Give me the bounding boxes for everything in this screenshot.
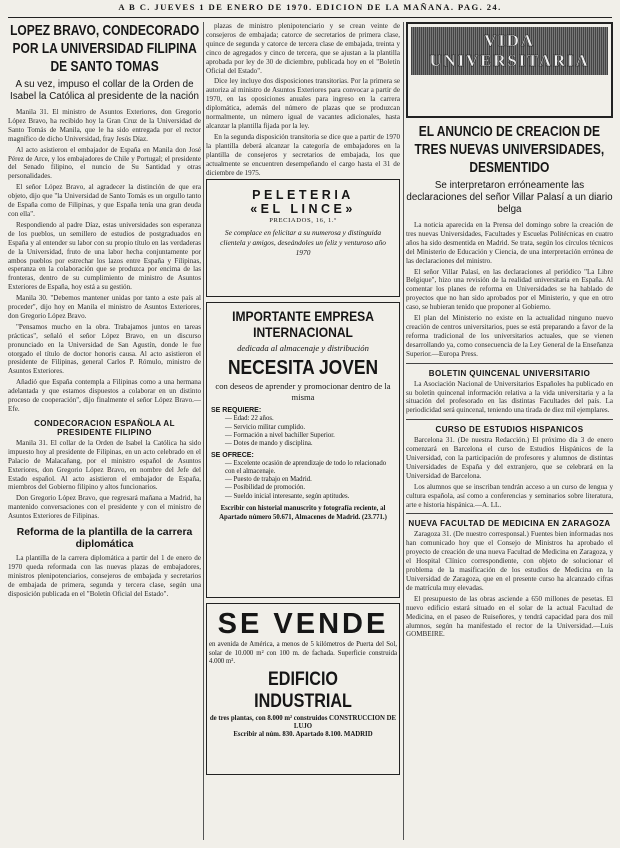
curso-headline: CURSO DE ESTUDIOS HISPANICOS: [435, 425, 584, 435]
offers-list: [225, 460, 395, 501]
vida-universitaria-banner: [406, 22, 613, 118]
peleteria-wish: Se complace en felicitar a su numerosa y distinguida clientela y amigos, deseándoles un feliz y venturoso año 1970: [220, 228, 386, 258]
peleteria-advert: [206, 179, 400, 297]
section-divider: [406, 419, 613, 420]
list-item: — Posibilidad de promoción.: [225, 484, 306, 492]
article-paragraph: Los alumnos que se inscriban tendrán acceso a un curso de lengua y cultura española, así como a conferencias y seminarios sobre literatura, arte e historia hispánica.—A. LL.: [406, 482, 613, 509]
article-paragraph: El presupuesto de las obras asciende a 650 millones de pesetas. El nuevo edificio estará situado en el solar de la actual Facultad de Medicina, en el paseo de Ruiseñores, y tendrá capacidad para dos mil alumnos, según ha manifestado el rector de la Universidad.—Luis GOMBEIRE.: [406, 594, 613, 639]
article-paragraph: Al acto asistieron el embajador de España en Manila don José Pérez de Arce, y los embajadores de Chile y Portugal; el presidente del Senado filipino, el nuncio de Su Santidad y otras personalidades.: [8, 145, 201, 181]
list-item: — Formación a nivel bachiller Superior.: [225, 432, 335, 439]
reforma-headline: Reforma de la plantilla de la carrera diplomática: [16, 527, 193, 551]
universidades-headline: EL ANUNCIO DE CREACION DE TRES NUEVAS UNIVERSIDADES, DESMENTIDO: [414, 123, 605, 176]
list-item: — Sueldo inicial interesante, según aptitudes.: [225, 492, 350, 500]
column-2: [206, 22, 400, 844]
requirements-list: [225, 415, 395, 448]
list-item: — Servicio militar cumplido.: [225, 423, 306, 431]
sale-description: en avenida de América, a menos de 5 kilómetros de Puerta del Sol, solar de 10.000 m² con 100 m. de fachada. Superficie construida 4.000 m².: [209, 641, 397, 666]
job-advert-needs: NECESITA JOVEN: [227, 356, 379, 380]
article-paragraph: Respondiendo al padre Díaz, estas universidades son esperanza de los pueblos, un semillero de estudios de postgraduados en España y al entender su labor con su propio título en las verdaderas de la Universidad, fruto de una labor hecha conjuntamente por ambos pueblos por estrechar los lazos entre España y Filipinas, esperanza en la colaboración que se produzca por encima de las fronteras, dentro de su cumplimiento de ministro de Asuntos Exteriores de España, hoy está a su gestión.: [8, 220, 201, 292]
list-item: — Puesto de trabajo en Madrid.: [225, 476, 312, 484]
lopez-bravo-subhead: A su vez, impuso el collar de la Orden de Isabel la Católica al presidente de la nación: [10, 79, 199, 102]
job-advert-desc: con deseos de aprender y promocionar dentro de la misma: [215, 381, 391, 403]
article-paragraph: Añadió que España contempla a Filipinas como a una hermana adelantada y que estamos dispuestos a colaborar en un distinto proceso de cooperación", dijo finalmente el señor López Bravo.—Efe.: [8, 378, 201, 413]
boletin-headline: BOLETIN QUINCENAL UNIVERSITARIO: [428, 368, 591, 378]
article-paragraph: La plantilla de la carrera diplomática a partir del 1 de enero de 1970 queda reformada con las nuevas plazas de embajadores, ministros plenipotenciarios, consejeros de embajada y secretarios de embajada de primera, segunda y tercera clase, según una disposición publicada en el "Boletín Oficial del Estado".: [8, 554, 201, 598]
article-paragraph: Dice ley incluye dos disposiciones transitorias. Por la primera se autoriza al ministro de Asuntos Exteriores para convocar a partir de 1970, en las oposiciones anuales para ingreso en la carrera diplomática, además del número de plazas que se produzcan normalmente, un número igual de vacantes adicionales, hasta alcanzar la plantilla fijada por la ley.: [206, 77, 400, 130]
article-paragraph: plazas de ministro plenipotenciario y se crean veinte de consejeros de embajada; catorce de secretarios de primera clase, quince de segunda y catorce de tercera clase de embajada, treinta y cinco de agregados y cinco de tercera, que se ajustan a la plantilla aprobada por ley de 30 de diciembre, publicada hoy en el "Boletín Oficial del Estado".: [206, 22, 400, 75]
sale-contact: Escribir al núm. 830. Apartado 8.100. MADRID: [233, 731, 373, 739]
column-1: [8, 22, 201, 844]
condecoracion-headline: CONDECORACION ESPAÑOLA AL PRESIDENTE FILIPINO: [34, 418, 175, 437]
section-divider: [406, 363, 613, 364]
article-paragraph: La Asociación Nacional de Universitarios Españoles ha publicado en su boletín quincenal información relativa a la vida universitaria y a la situación del profesorado en las distintas Facultades del país. La periodicidad será quincenal, teniendo una tirada de diez mil ejemplares.: [406, 379, 613, 415]
article-paragraph: Manila 30. "Debemos mantener unidas por tanto a este país al proceder", dijo hoy en Manila el ministro de Asuntos Exteriores, don Gregorio López Bravo.: [8, 294, 201, 320]
article-paragraph: Zaragoza 31. (De nuestro corresponsal.) Fuentes bien informadas nos han comunicado hoy que el Consejo de Ministros ha aprobado el proyecto de creación de una nueva Facultad de Medicina en Zaragoza, y el Hospital Clínico correspondiente, con objeto de solucionar el problema de la masificación de los estudios de Medicina en la Universidad de Zaragoza, que en el presente curso ha alcanzado cifras de matrícula muy elevadas.: [406, 530, 613, 592]
page-header: A B C. JUEVES 1 DE ENERO DE 1970. EDICION DE LA MAÑANA. PAG. 24.: [118, 2, 502, 12]
sale-building: EDIFICIO INDUSTRIAL: [254, 668, 352, 712]
article-paragraph: En la segunda disposición transitoria se dice que a partir de 1970 la plantilla deberá alcanzar la categoría de embajadores en la plantilla de consejeros y secretarios de embajada, los que actualmente se encuentren desempeñando el cargo hasta el 31 de diciembre de 1975.: [206, 132, 400, 177]
offers-label: SE OFRECE:: [211, 451, 254, 459]
sale-title: SE VENDE: [217, 608, 389, 641]
job-advert: [206, 302, 400, 598]
column-3: [406, 22, 613, 844]
universidades-subhead: Se interpretaron erróneamente las declaraciones del señor Villar Palasí a un diario belga: [406, 180, 613, 215]
requirements-label: SE REQUIERE:: [211, 407, 262, 415]
sale-advert: [206, 603, 400, 775]
article-paragraph: "Pensamos mucho en la obra. Trabajamos juntos en tareas prácticas", señaló el señor López Bravo, en un discurso pronunciado en la Universidad de San Agustín, donde le fue otorgado el título de doctor honoris causa. Al acto asistieron el presidente de Filipinas, general Carlos P. Rómulo, ministro de Asuntos Exteriores.: [8, 322, 201, 376]
article-paragraph: Barcelona 31. (De nuestra Redacción.) El próximo día 3 de enero comenzará en Barcelona el curso de Estudios Hispánicos de la Universidad, con la participación de profesores y alumnos de distintas Universidades de España y del extranjero, que se celebrará en la Universidad de Barcelona.: [406, 436, 613, 480]
article-paragraph: El señor López Bravo, al agradecer la distinción de que era objeto, dijo que "la Universidad de Santo Tomás es un orgullo tanto de España como de Filipinas, y que España tenía una gran deuda con ella".: [8, 183, 201, 218]
lopez-bravo-headline: LOPEZ BRAVO, CONDECORADO POR LA UNIVERSIDAD FILIPINA DE SANTO TOMAS: [9, 22, 200, 75]
article-paragraph: La noticia aparecida en la Prensa del domingo sobre la creación de tres nuevas Universidades, Facultades y Escuelas Politécnicas en cuatro años ha sido desmentida en Madrid. Se trata, según los círculos técnicos del Ministerio de Educación y Ciencia, de una interpretación errónea de las declaraciones del ministro.: [406, 221, 613, 265]
article-paragraph: Don Gregorio López Bravo, que regresará mañana a Madrid, ha mantenido conversaciones con el presidente y con el ministro de Asuntos Exteriores de Filipinas.: [8, 494, 201, 521]
list-item: — Edad: 22 años.: [225, 415, 274, 423]
sale-subtitle: de tres plantas, con 8.000 m² construidos CONSTRUCCION DE LUJO: [209, 714, 397, 731]
vida-universitaria-title: VIDA UNIVERSITARIA: [411, 27, 608, 75]
list-item: — Excelente ocasión de aprendizaje de todo lo relacionado con el almacenaje.: [225, 459, 387, 475]
peleteria-address: PRECIADOS, 16, 1.º: [269, 217, 337, 225]
job-advert-tagline: dedicada al almacenaje y distribución: [237, 343, 369, 354]
article-paragraph: El plan del Ministerio no existe en la actualidad ninguno nuevo creación de centros universitarios, pues se está preparando a favor de la reforma tradicional de los universitarios actuales, que se vienen desarrollando ya, como consecuencia de la Ley General de la Enseñanza Superior.—Europa Press.: [406, 314, 613, 358]
article-paragraph: Manila 31. El collar de la Orden de Isabel la Católica ha sido impuesto hoy al presidente de Filipinas, en un acto celebrado en el Palacio de Malacañang, por el ministro español de Asuntos Exteriores, don Gregorio López Bravo, en nombre del Jefe del Estado español. Al acto asistieron el embajador de España, miembros del Gobierno filipino y altos funcionarios.: [8, 438, 201, 492]
article-paragraph: Manila 31. El ministro de Asuntos Exteriores, don Gregorio López Bravo, ha recibido hoy la Gran Cruz de la Universidad de Santo Tomás de Manila, que le ha sido entregada por el rector magnífico de dicho Universidad, fray Jesús Díaz.: [8, 108, 201, 143]
article-paragraph: El señor Villar Palasí, en las declaraciones al periódico "La Libre Belgique", hizo una revisión de la realidad universitaria en España. Al comentar los planes de reforma en Universidades se ha hablado de proyectos que no han sido aprobados por el Ministerio, y que en otro caso, se hubieran tenido que proponer al Gobierno.: [406, 267, 613, 312]
column-divider: [403, 22, 404, 840]
section-divider: [406, 513, 613, 514]
facultad-headline: NUEVA FACULTAD DE MEDICINA EN ZARAGOZA: [408, 519, 611, 529]
header-rule: [8, 17, 612, 18]
list-item: — Dotes de mando y disciplina.: [225, 440, 313, 448]
peleteria-title: PELETERIA: [252, 188, 354, 203]
peleteria-name: «EL LINCE»: [250, 202, 356, 217]
job-advert-footer: Escribir con historial manuscrito y fotografía reciente, al Apartado número 50.671, Almacenes de Madrid. (23.771.): [219, 505, 387, 521]
job-advert-title: IMPORTANTE EMPRESA INTERNACIONAL: [232, 309, 374, 342]
column-divider: [203, 22, 204, 840]
